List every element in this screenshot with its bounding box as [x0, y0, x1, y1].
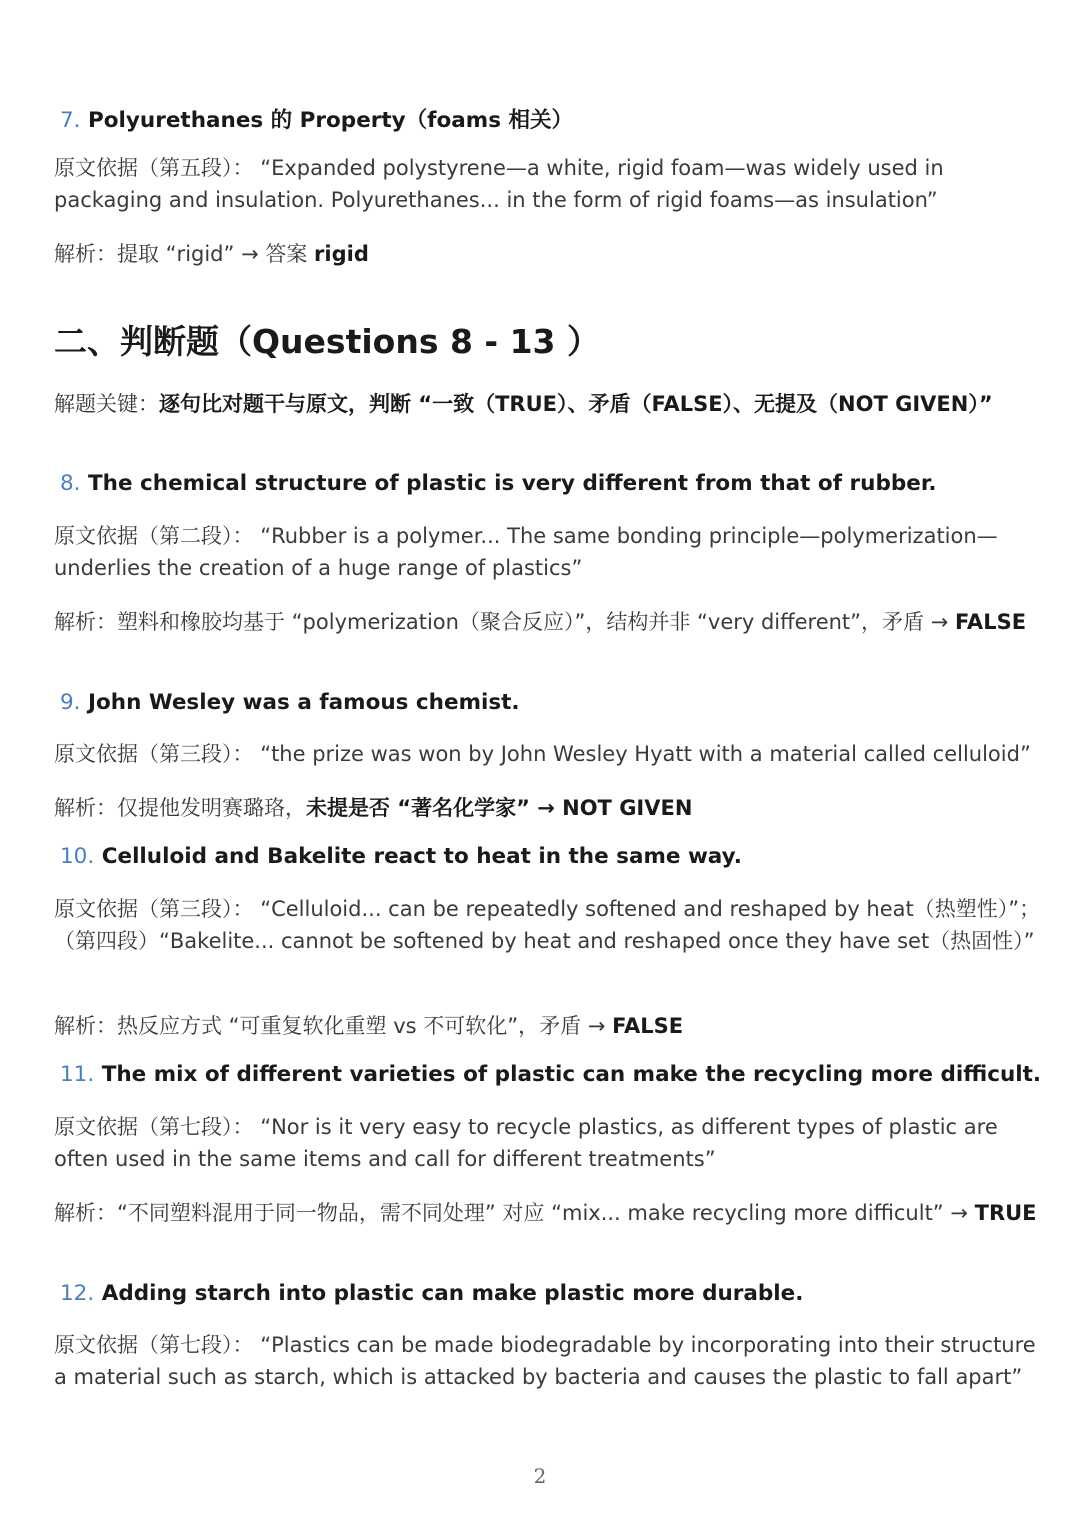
- question-number: 8.: [60, 471, 81, 496]
- question-9-evidence: [54, 738, 1044, 770]
- evidence-text: “the prize was won by John Wesley Hyatt with a material called celluloid”: [260, 742, 1031, 766]
- evidence-text: “Plastics can be made biodegradable by incorporating into their structure a material such as starch, which is attacked by bacteria and causes the plastic to fall apart”: [54, 1333, 1036, 1389]
- question-number: 11.: [60, 1062, 95, 1087]
- question-7-analysis: [54, 238, 1044, 270]
- evidence-label: 原文依据（第七段）：: [54, 1115, 254, 1139]
- question-8-analysis: [54, 606, 1044, 638]
- evidence-label: 原文依据（第三段）：: [54, 897, 254, 921]
- question-number: 10.: [60, 844, 95, 869]
- question-text: Polyurethanes 的 Property（foams 相关）: [88, 108, 573, 133]
- analysis-text: 仅提他发明赛璐珞，: [117, 796, 306, 820]
- section-title: 二、判断题（Questions 8 - 13 ）: [54, 322, 600, 361]
- analysis-label: 解析：: [54, 796, 117, 820]
- analysis-text: 热反应方式 “可重复软化重塑 vs 不可软化”，矛盾 →: [117, 1014, 613, 1038]
- answer: rigid: [314, 242, 369, 266]
- question-8-evidence: [54, 520, 1044, 584]
- question-text: Adding starch into plastic can make plastic more durable.: [101, 1281, 804, 1306]
- evidence-label: 原文依据（第二段）：: [54, 524, 254, 548]
- question-number: 9.: [60, 690, 81, 715]
- analysis-text: “不同塑料混用于同一物品，需不同处理” 对应 “mix... make recycling more difficult” →: [117, 1201, 975, 1225]
- key-text: 逐句比对题干与原文，判断 “一致（TRUE）、矛盾（FALSE）、无提及（NOT GIVEN）”: [159, 392, 993, 416]
- answer: TRUE: [974, 1201, 1037, 1225]
- question-text: The chemical structure of plastic is very different from that of rubber.: [88, 471, 937, 496]
- evidence-text: “Expanded polystyrene—a white, rigid foam—was widely used in packaging and insulation. Polyurethanes... in the form of rigid foams—as insulation”: [54, 156, 944, 212]
- evidence-text: “Rubber is a polymer... The same bonding principle—polymerization—underlies the creation of a huge range of plastics”: [54, 524, 998, 580]
- analysis-label: 解析：: [54, 242, 117, 266]
- question-11-title: [60, 1062, 1041, 1087]
- question-11-analysis: [54, 1197, 1044, 1229]
- answer: FALSE: [955, 610, 1027, 634]
- evidence-label: 原文依据（第三段）：: [54, 742, 254, 766]
- question-number: 12.: [60, 1281, 95, 1306]
- question-9-title: [60, 690, 520, 715]
- solving-key: [54, 390, 1044, 418]
- question-7-evidence: [54, 152, 1044, 216]
- evidence-label: 原文依据（第七段）：: [54, 1333, 254, 1357]
- question-text: Celluloid and Bakelite react to heat in the same way.: [101, 844, 742, 869]
- question-8-title: [60, 471, 937, 496]
- question-text: The mix of different varieties of plastic can make the recycling more difficult.: [101, 1062, 1042, 1087]
- analysis-label: 解析：: [54, 1014, 117, 1038]
- answer: 未提是否 “著名化学家” → NOT GIVEN: [306, 796, 693, 820]
- question-12-evidence: [54, 1329, 1044, 1393]
- evidence-text: “Nor is it very easy to recycle plastics, as different types of plastic are often used in the same items and call for different treatments”: [54, 1115, 998, 1171]
- page-number: 2: [533, 1464, 547, 1488]
- question-10-evidence: [54, 893, 1044, 957]
- answer: FALSE: [612, 1014, 684, 1038]
- question-7-title: [60, 103, 573, 134]
- evidence-label: 原文依据（第五段）：: [54, 156, 254, 180]
- evidence-text: “Celluloid... can be repeatedly softened and reshaped by heat（热塑性）”；（第四段）“Bakelite... cannot be softened by heat and reshaped once they have set（热固性）”: [54, 897, 1041, 953]
- analysis-label: 解析：: [54, 610, 117, 634]
- question-10-title: [60, 844, 742, 869]
- key-label: 解题关键：: [54, 392, 159, 416]
- question-9-analysis: [54, 792, 1044, 824]
- question-number: 7.: [60, 108, 81, 133]
- question-text: John Wesley was a famous chemist.: [88, 690, 520, 715]
- question-11-evidence: [54, 1111, 1044, 1175]
- analysis-text: 提取 “rigid” → 答案: [117, 242, 315, 266]
- question-12-title: [60, 1281, 803, 1306]
- analysis-text: 塑料和橡胶均基于 “polymerization（聚合反应）”，结构并非 “very different”，矛盾 →: [117, 610, 955, 634]
- analysis-label: 解析：: [54, 1201, 117, 1225]
- question-10-analysis: [54, 1010, 1044, 1042]
